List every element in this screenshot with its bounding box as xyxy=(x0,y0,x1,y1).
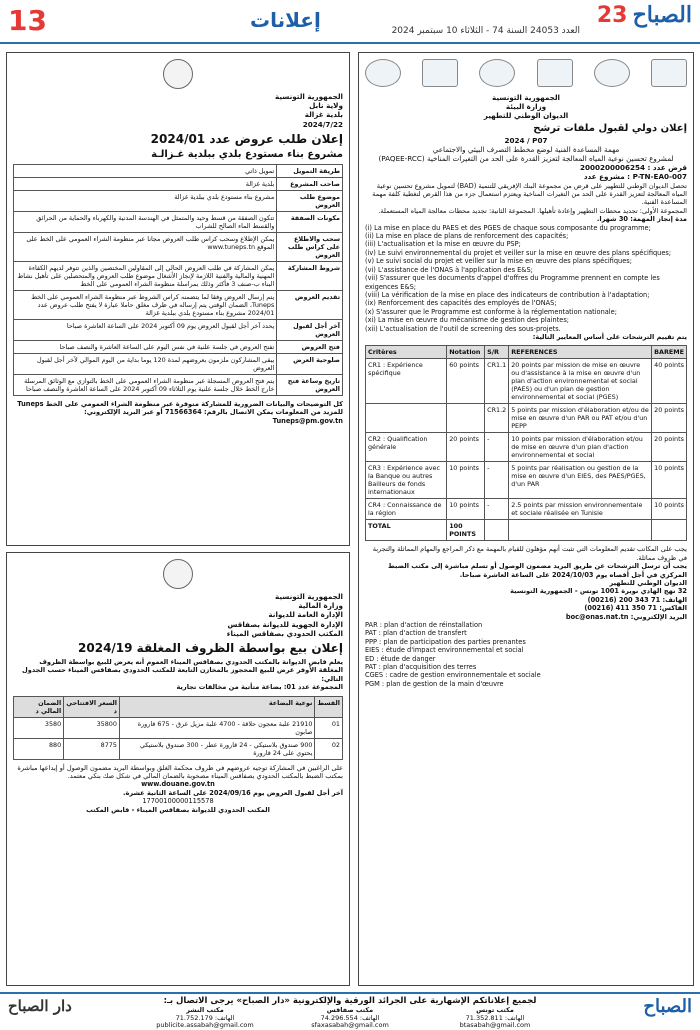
office-phone: الهاتف: 71.752.179 xyxy=(175,1013,235,1022)
cell xyxy=(366,404,447,433)
cell xyxy=(485,520,509,541)
cell: شروط المشاركة xyxy=(277,261,343,290)
table-row xyxy=(14,232,343,261)
tender-table xyxy=(13,164,343,396)
cell: تقديم العروض xyxy=(277,290,343,319)
table-row xyxy=(366,404,687,433)
criteria-table xyxy=(365,345,687,541)
task-item: (ii) La mise en place de plans de renforcement des capacités; xyxy=(365,232,569,241)
cell: تاريخ وساعة فتح العروض xyxy=(277,374,343,395)
footer-note: المكتب الحدودي للديوانة بصفاقس الميناء - قابض المكتب xyxy=(86,805,270,814)
task-item: (iv) Le suivi environnemental du projet et veiller sur la mise en œuvre des plans spécifiques; xyxy=(365,248,672,257)
table-row xyxy=(14,319,343,340)
office-name: مكتب صفاقس xyxy=(326,1006,374,1014)
cell: CR3 : Expérience avec la Banque ou autres Bailleurs de fonds internationaux xyxy=(366,462,447,499)
office-phone: الهاتف: 74.296.554 xyxy=(320,1013,380,1022)
glossary-item: ED : étude de danger xyxy=(365,654,436,663)
criteria-heading: يتم تقييم الترشحات على أساس المعايير التالية: xyxy=(532,332,687,341)
column-header: الضمان المالي د xyxy=(14,696,64,717)
cell: 10 points par mission d'élaboration et/ou de mise en œuvre d'un plan d'action environnemental et social xyxy=(509,433,652,462)
address-line: الديوان الوطني للتطهير xyxy=(609,578,687,587)
rib: 17700100000115578 xyxy=(142,797,214,806)
cell: 2.5 points par mission environnementale et sociale réalisée en Tunisie xyxy=(509,499,652,520)
table-row xyxy=(14,164,343,177)
cell: مشروع بناء مستودع بلدي ببلدية غزالة xyxy=(14,190,277,211)
cell: CR2 : Qualification générale xyxy=(366,433,447,462)
cell: 10 points xyxy=(652,462,687,499)
task-item: (viii) La vérification de la mise en place des indicateurs de contribution à l'adaptation; xyxy=(365,290,650,299)
cell: - xyxy=(485,433,509,462)
ghezala-tender xyxy=(6,52,350,546)
table-header-row xyxy=(366,346,687,359)
cell xyxy=(509,520,652,541)
masthead xyxy=(597,2,692,28)
logo-icon xyxy=(479,59,515,87)
lot-title: المجموعة عدد 01: بضاعة متأتية من مخالفات تجارية xyxy=(176,683,343,692)
table-row xyxy=(14,177,343,190)
cell: 10 points xyxy=(652,499,687,520)
deadline: يجب أن ترسل الترشحات عن طريق البريد مضمون الوصول أو تسلم مباشرة إلى مكتب الضبط المركزي في أجل أقصاه يوم 2024/10/03 على الساعة العاشرة صباحا. xyxy=(387,562,687,579)
cell: 01 xyxy=(315,717,343,738)
address-line: الفاكس: 71 350 411 (00216) xyxy=(584,604,687,613)
office-phone: الهاتف: 71.352.811 xyxy=(465,1013,525,1022)
cell: CR1 : Expérience spécifique xyxy=(366,359,447,404)
cell: صاحب المشروع xyxy=(277,177,343,190)
cell: CR1.2 xyxy=(485,404,509,433)
column-header: نوعية البضاعة xyxy=(119,696,315,717)
mission: مهمة المساعدة الفنية لوضع مخطط التصرف البيئي والاجتماعي xyxy=(432,144,620,154)
cell: سحب والاطلاع على كراس طلب العروض xyxy=(277,232,343,261)
column-header: القسط xyxy=(315,696,343,717)
note: كل التوضيحات والبيانات الضرورية للمشاركة متوفرة عبر منظومة الشراء العمومي على الخط Tuneps xyxy=(17,399,343,408)
project: لمشروع تحسين نوعية المياه المعالجة لتعزيز القدرة على الحد من التغيرات المناخية (PAQEE-RCC) xyxy=(378,154,674,164)
office-name: مكتب النشر xyxy=(186,1006,224,1014)
footer-title: لجميع إعلاناتكم الإشهارية على الجرائد الورقية والإلكترونية «دار الصباح» يرجى الاتصال بـ: xyxy=(163,996,537,1006)
org-line: وزارة البيئة xyxy=(505,102,547,112)
table-row xyxy=(14,211,343,232)
reference: 2024 / P07 xyxy=(504,135,548,145)
duration: مدة إنجاز المهمة: 30 شهرا. xyxy=(596,215,687,224)
municipality-logo-icon xyxy=(163,59,193,89)
cell: موضوع طلب العروض xyxy=(277,190,343,211)
address-line: البريد الإلكتروني: boc@onas.nat.tn xyxy=(565,612,687,621)
sale-intro: يعلم قابض الديوانة بالمكتب الحدودي بصفاقس الميناء العموم أنه يعرض للبيع بواسطة الظروف المغلقة الأوفر عرض للبيع المحجوز بالمخازن التابعة للمكتب الحدودي بصفاقس الميناء حسب الجدول التالي: xyxy=(22,658,343,683)
masthead-logo: الصباح xyxy=(632,2,692,28)
org-line: الجمهورية التونسية xyxy=(274,92,343,101)
logo-icon xyxy=(422,59,458,87)
office-email[interactable]: sfaxasabah@gmail.com xyxy=(311,1021,389,1029)
table-row xyxy=(14,340,343,353)
page-number: 13 xyxy=(8,4,47,37)
date: 2024/7/22 xyxy=(302,119,343,129)
table-row xyxy=(14,717,343,738)
column-header: السعر الافتتاحي د xyxy=(64,696,120,717)
cell: آخر أجل لقبول العروض xyxy=(277,319,343,340)
groups-text: المجموعة الأولى: تجديد محطات التطهير وإعادة تأهيلها. المجموعة الثانية: تجديد محطات معالجة المياه المستعملة. xyxy=(378,206,687,215)
cell: 20 points xyxy=(652,433,687,462)
table-row xyxy=(366,359,687,404)
task-item: (i) La mise en place du PAES et des PGES de chaque sous composante du programme; xyxy=(365,223,651,232)
table-row xyxy=(14,190,343,211)
task-item: (vi) L'assistance de l'ONAS à l'application des E&S; xyxy=(365,265,533,274)
office-name: مكتب تونس xyxy=(476,1006,514,1014)
table-row xyxy=(366,499,687,520)
cell: مكونات الصفقة xyxy=(277,211,343,232)
cell: 10 points xyxy=(447,499,485,520)
customs-logo-icon xyxy=(163,559,193,589)
cell: 21910 علبة معجون حلاقة - 4700 علبة مزيل عرق - 675 قارورة صابون xyxy=(119,717,315,738)
cell: 3580 xyxy=(14,717,64,738)
logo-icon xyxy=(365,59,401,87)
cell: 10 points xyxy=(447,462,485,499)
task-item: (vii) S'assurer que les documents d'appel d'offres du Programme prennent en compte les exigences E&S; xyxy=(365,274,660,291)
cell: يحدد آخر أجل لقبول العروض يوم 09 أكتوبر 2024 على الساعة العاشرة صباحا xyxy=(14,319,277,340)
cell: 20 points xyxy=(447,433,485,462)
cell: - xyxy=(485,499,509,520)
cell: 02 xyxy=(315,738,343,759)
table-row xyxy=(366,520,687,541)
org-block xyxy=(13,592,343,638)
cell: يتم فتح العروض المسجلة عبر منظومة الشراء العمومي على الخط بالتوازي مع الوثائق المرسلة خارج الخط خلال جلسة علنية يوم الثلاثاء 09 أكتوبر 2024 على الساعة العاشرة والنصف صباحا xyxy=(14,374,277,395)
lots-table xyxy=(13,696,343,760)
table-row xyxy=(14,261,343,290)
address-line: 32 نهج الهادي نويرة 1001 تونس - الجمهورية التونسية xyxy=(510,587,687,596)
tender-subtitle: مشروع بناء مستودع بلدي ببلدية غـزالـة xyxy=(151,148,343,160)
glossary-item: PAT : plan d'action de transfert xyxy=(365,629,467,638)
cell: طريقة التمويل xyxy=(277,164,343,177)
table-row xyxy=(366,433,687,462)
cell: يتم إرسال العروض وفقا لما يتضمنه كراس الشروط عبر منظومة الشراء العمومي على الخط Tuneps، الضمان الوقتي يتم إرساله في ظرف مغلق حاملا عبارة لا يفتح طلب عروض عدد 2024/01 مشروع بناء مستودع بلدي ببلدية غزالة xyxy=(14,290,277,319)
cell: يبقى المشاركون ملزمون بعروضهم لمدة 120 يوما بداية من اليوم الموالي لآخر أجل لقبول العروض xyxy=(14,353,277,374)
cell xyxy=(652,520,687,541)
column-header: BAREME xyxy=(652,346,687,359)
office-sfax xyxy=(280,1007,420,1030)
office-email[interactable]: btasabah@gmail.com xyxy=(459,1021,531,1029)
address-block xyxy=(365,579,687,621)
org-line: وزارة المالية xyxy=(298,601,343,611)
cell: 35800 xyxy=(64,717,120,738)
page-header xyxy=(0,0,700,44)
table-header-row xyxy=(14,696,343,717)
deadline: آخر أجل لقبول العروض يوم 2024/09/16 على الساعة الثانية عشرة. xyxy=(122,788,343,797)
glossary-item: PPP : plan de participation des parties prenantes xyxy=(365,637,526,646)
cell: فتح العروض xyxy=(277,340,343,353)
table-row xyxy=(14,374,343,395)
cell: 40 points xyxy=(652,359,687,404)
page-footer xyxy=(0,992,700,1027)
address-line: الهاتف: 71 343 200 (00216) xyxy=(587,595,687,604)
task-list xyxy=(365,224,687,333)
table-row xyxy=(14,353,343,374)
cell: تتكون الصفقة من قسط وحيد والمتمثل في الهندسة المدنية والكهرباء والحماية من الحرائق والقسط الماء الصالح للشراب xyxy=(14,211,277,232)
task-item: (xi) La mise en œuvre du mécanisme de gestion des plaintes; xyxy=(365,316,570,325)
office-publishing xyxy=(135,1007,275,1030)
column-header: REFERENCES xyxy=(509,346,652,359)
cell: 880 xyxy=(14,738,64,759)
project-number: P-TN-EA0-007 : مشروع عدد xyxy=(583,172,687,182)
table-row xyxy=(14,290,343,319)
cell: 20 points xyxy=(652,404,687,433)
glossary-item: PGM : plan de gestion de la main d'œuvre xyxy=(365,679,504,688)
org-line: المكتب الحدودي بصفاقس الميناء xyxy=(226,628,343,638)
org-line: الديوان الوطني للتطهير xyxy=(483,111,569,121)
cell: تمويل ذاتي xyxy=(14,164,277,177)
task-item: (x) S'assurer que le Programme est conforme à la réglementation nationale; xyxy=(365,307,617,316)
logo-icon xyxy=(594,59,630,87)
customs-sale xyxy=(6,552,350,986)
cell: 8775 xyxy=(64,738,120,759)
glossary-item: PAR : plan d'action de réinstallation xyxy=(365,621,483,629)
announcement-title: إعلان دولي لقبول ملفات ترشح xyxy=(533,122,687,134)
org-line: ولاية نابل xyxy=(309,101,343,111)
cell: 100 POINTS xyxy=(447,520,485,541)
column-header: Notation xyxy=(447,346,485,359)
cell: بلدية غزالة xyxy=(14,177,277,190)
conditions: على الراغبين في المشاركة توجيه عروضهم في ظروف محكمة الغلق وبواسطة البريد مضمون الوصول أو إيداعها مباشرة بمكتب الضبط بالمكتب الحدودي بصفاقس الميناء مصحوبة بالضمان المالي في شكل صك بنكي معتمد. xyxy=(17,763,343,781)
cell xyxy=(447,404,485,433)
cell: - xyxy=(485,462,509,499)
office-email[interactable]: publicite.assabah@gmail.com xyxy=(156,1021,254,1029)
org-line: الجمهورية التونسية xyxy=(491,93,561,102)
org-block xyxy=(365,93,687,121)
body-text: يجب على المكاتب تقديم المعلومات التي تثبت أنهم مؤهلون للقيام بالمهمة مع ذكر المراجع والمهام المماثلة والتجربة في ظروف مماثلة. xyxy=(372,545,687,562)
glossary-item: CGES : cadre de gestion environnementale et sociale xyxy=(365,671,541,680)
section-title: إعلانات xyxy=(250,8,321,32)
table-row xyxy=(14,738,343,759)
masthead-number: 23 xyxy=(596,3,628,28)
org-line: بلدية غزالة xyxy=(304,110,343,120)
cell: 5 points par réalisation ou gestion de la mise en œuvre d'un EIES, des PAES/PGES, d'un PAR xyxy=(509,462,652,499)
loan-number: قرض عدد : 2000200006254 xyxy=(580,163,687,173)
onas-announcement xyxy=(358,52,694,986)
org-line: الجمهورية التونسية xyxy=(274,592,343,601)
note: للمزيد من المعلومات يمكن الاتصال بالرقم: 71566364 أو عبر البريد الإلكتروني: Tuneps@pm.gov.tn xyxy=(84,408,343,425)
cell: TOTAL xyxy=(366,520,447,541)
cell: 60 points xyxy=(447,359,485,404)
office-tunis xyxy=(425,1007,565,1030)
glossary-item: EIES : étude d'impact environnemental et social xyxy=(365,646,524,655)
org-line: الإدارة الجهوية للديوانة بصفاقس xyxy=(227,619,343,629)
cell: 20 points par mission de mise en œuvre ou d'assistance à la mise en œuvre d'un plan d'action environnemental et social (PAES) ou d'un plan de gestion environnemental et social (PGES) xyxy=(509,359,652,404)
footer-logo-secondary: دار الصباح xyxy=(8,997,72,1015)
column-header: S/R xyxy=(485,346,509,359)
cell: 900 صندوق بلاستيكي - 24 قارورة عطر - 300 صندوق بلاستيكي يحتوي على 24 قارورة xyxy=(119,738,315,759)
task-item: (iii) L'actualisation et la mise en œuvre du PSP; xyxy=(365,240,521,249)
cell: صلوحية العرض xyxy=(277,353,343,374)
cell: CR1.1 xyxy=(485,359,509,404)
task-item: (ix) Renforcement des capacités des employés de l'ONAS; xyxy=(365,299,557,308)
intro-text: تحصل الديوان الوطني للتطهير على قرض من مجموعة البنك الإفريقي للتنمية (BAD) لتمويل مشروع تحسين نوعية المياه المعالجة لتعزيز القدرة على الحد من التغيرات المناخية ويعتزم استعمال جزء من هذا القرض لتغطية كلفة مهمة المساعدة الفنية. xyxy=(372,181,687,207)
table-row xyxy=(366,462,687,499)
cell: يمكن الإطلاع وسحب كراس طلب العروض مجانا عبر منظومة الشراء العمومي على الخط على الموقع www.tuneps.tn xyxy=(14,232,277,261)
org-line: الإدارة العامة للديوانة xyxy=(268,610,343,620)
logo-icon xyxy=(651,59,687,87)
cell: تفتح العروض في جلسة علنية في نفس اليوم على الساعة العاشرة والنصف صباحا xyxy=(14,340,277,353)
task-item: (xii) L'actualisation de l'outil de screening des sous-projets. xyxy=(365,324,561,333)
sale-title: إعلان بيع بواسطة الظروف المغلقة 2024/19 xyxy=(78,641,343,656)
glossary xyxy=(365,621,687,688)
cell: 5 points par mission d'élaboration et/ou de mise en œuvre d'un PAR ou PAT et/ou d'un PEPP xyxy=(509,404,652,433)
website-link[interactable]: www.douane.gov.tn xyxy=(141,780,215,789)
partner-logos xyxy=(365,59,687,87)
column-header: Critères xyxy=(366,346,447,359)
issue-line: العدد 24053 السنة 74 - الثلاثاء 10 سبتمبر 2024 xyxy=(391,26,580,36)
tender-title: إعلان طلب عروض عدد 2024/01 xyxy=(150,131,343,146)
logo-icon xyxy=(537,59,573,87)
task-item: (v) Le suivi social du projet et veiller sur la mise en œuvre des plans spécifiques; xyxy=(365,257,632,266)
cell: CR4 : Connaissance de la région xyxy=(366,499,447,520)
glossary-item: PAT : plan d'acquisition des terres xyxy=(365,663,477,672)
footer-logo: الصباح xyxy=(643,996,692,1017)
cell: يمكن المشاركة في طلب العروض الحالي إلى المقاولين المختصين والذين تتوفر لديهم الكفاءة المهنية والمالية والفنية اللازمة لإنجاز الأشغال موضوع طلب العروض والمتحصلين على تأهيل نشاط البناء ب-صنف 3 فأكثر وذلك بمراسلة منظومة الشراء العمومي على الخط xyxy=(14,261,277,290)
org-block xyxy=(13,92,343,129)
